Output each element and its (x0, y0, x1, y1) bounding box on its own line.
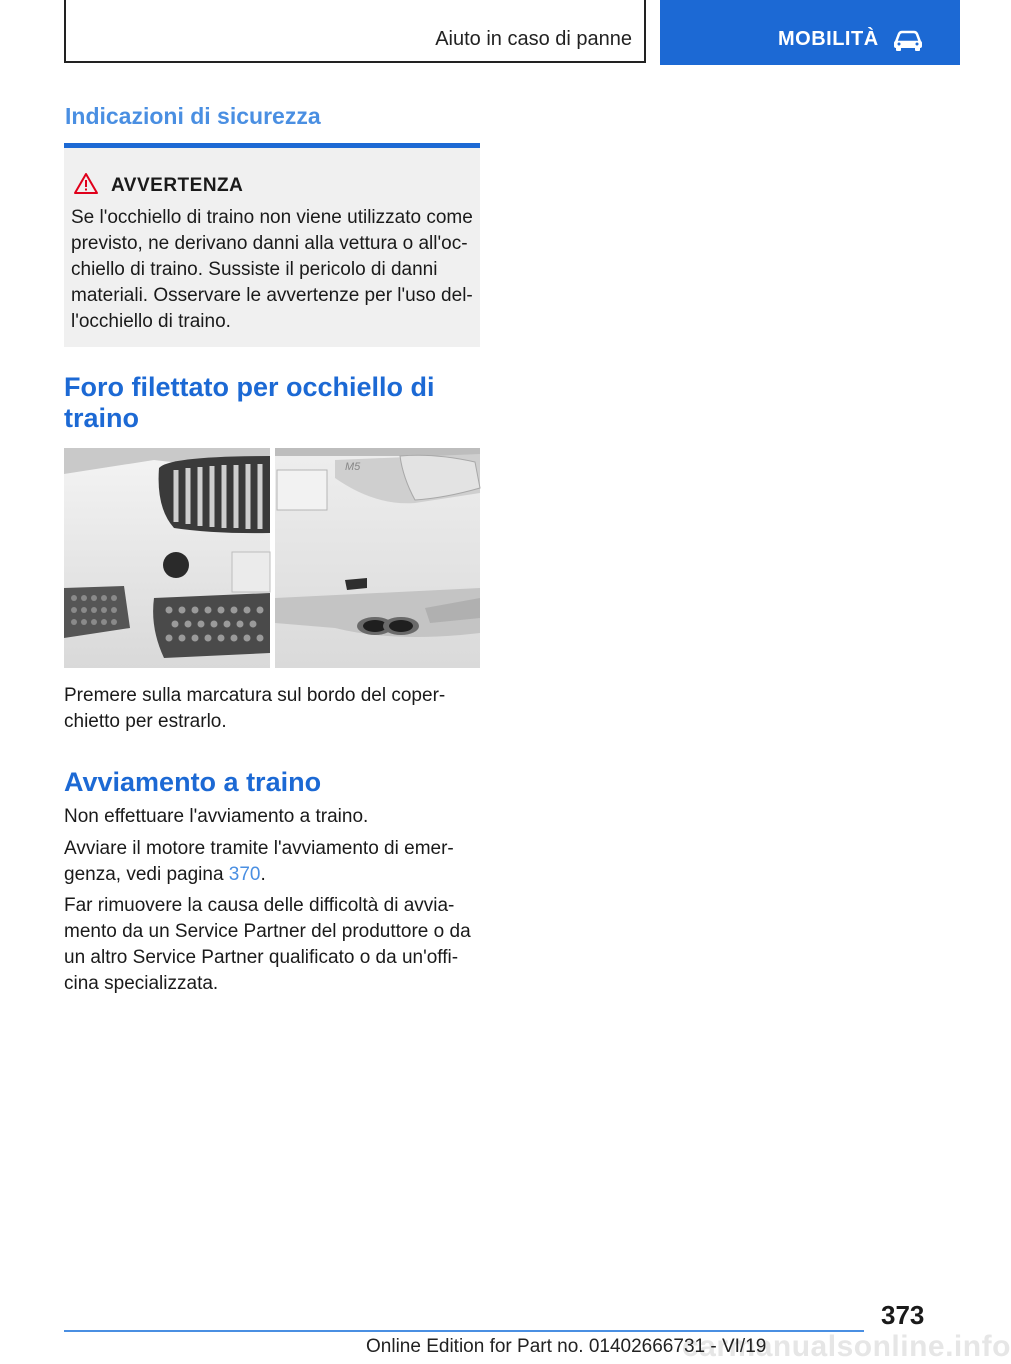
tow-start-para-1: Non effettuare l'avviamento a traino. (64, 806, 369, 827)
model-badge: M5 (345, 461, 361, 473)
section-heading-safety: Indicazioni di sicurezza (65, 103, 321, 129)
footer-edition: Online Edition for Part no. 01402666731 - VI/19 (366, 1336, 767, 1357)
header-section-box (64, 0, 646, 63)
warning-line: materiali. Osservare le avvertenze per l'uso del‐ (71, 285, 473, 306)
text-line: cina specializzata. (64, 973, 219, 994)
warning-triangle-icon (74, 172, 98, 194)
header-chapter-tab[interactable] (660, 0, 960, 65)
section-heading-threaded-hole (64, 372, 435, 434)
heading-line: traino (64, 403, 140, 433)
page-reference-link[interactable]: 370 (228, 864, 261, 885)
heading-line: Foro filettato per occhiello di (64, 372, 435, 402)
tow-start-para-3 (64, 893, 471, 997)
text-line: Premere sulla marcatura sul bordo del coper‐ (64, 685, 446, 706)
warning-line: chiello di traino. Sussiste il pericolo di danni (71, 259, 438, 280)
header-section-title: Aiuto in caso di panne (435, 28, 632, 50)
page-number: 373 (881, 1300, 925, 1330)
text-line: Far rimuovere la causa delle difficoltà di avvia‐ (64, 895, 455, 916)
section-heading-tow-start: Avviamento a traino (64, 767, 322, 797)
front-bumper-image (64, 448, 270, 668)
warning-line: previsto, ne derivano danni alla vettura o all'oc‐ (71, 233, 468, 254)
text-fragment: genza, vedi pagina (64, 864, 229, 885)
text-line: chietto per estrarlo. (64, 711, 227, 732)
text-line (64, 862, 454, 888)
text-line: mento da un Service Partner del produttore o da (64, 921, 471, 942)
warning-line: Se l'occhiello di traino non viene utilizzato come (71, 207, 473, 228)
warning-line: l'occhiello di traino. (71, 311, 231, 332)
warning-title: AVVERTENZA (111, 175, 244, 196)
warning-text (71, 205, 476, 335)
tow-start-para-2 (64, 836, 454, 888)
warning-box (64, 143, 480, 347)
watermark: carmanualsonline.info (682, 1330, 1011, 1363)
rear-bumper-image (275, 448, 480, 668)
threaded-hole-text (64, 683, 445, 735)
header-chapter-label: MOBILITÀ (778, 28, 879, 50)
text-fragment: . (260, 864, 266, 885)
text-line: un altro Service Partner qualificato o da un'offi‐ (64, 947, 459, 968)
car-icon (892, 28, 924, 52)
text-line: Avviare il motore tramite l'avviamento di emer‐ (64, 838, 454, 859)
